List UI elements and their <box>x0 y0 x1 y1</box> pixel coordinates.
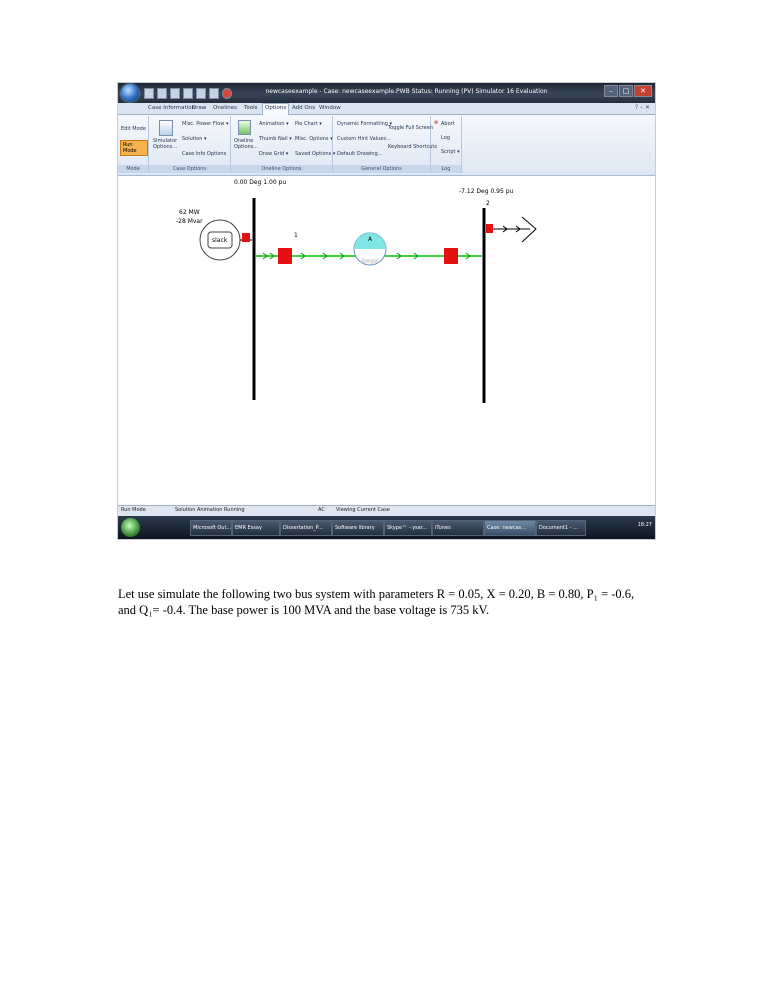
group-label: General Options <box>333 165 430 173</box>
taskbar-item[interactable]: iTunes <box>432 520 484 536</box>
line-breaker-2 <box>444 248 458 264</box>
simulator-screenshot <box>118 83 655 539</box>
maximize-button[interactable]: □ <box>619 85 633 97</box>
tab-options[interactable]: Options <box>262 103 289 115</box>
bus-2-label: -7.12 Deg 0.95 pu <box>459 188 514 195</box>
group-general-options <box>333 116 437 173</box>
ammeter-units: Amps <box>361 258 378 265</box>
tab-tools[interactable]: Tools <box>244 105 258 111</box>
status-mode: Run Mode <box>121 507 146 513</box>
bus-1-number: 1 <box>294 232 298 239</box>
group-oneline-options <box>231 116 336 173</box>
ribbon-tabs <box>118 103 655 115</box>
animation-menu[interactable]: Animation ▾ <box>259 121 289 127</box>
misc-power-flow-menu[interactable]: Misc. Power Flow ▾ <box>182 121 229 127</box>
help-controls[interactable]: ? – ✕ <box>634 104 650 111</box>
generator-breaker <box>242 233 250 242</box>
run-mode-button[interactable]: Run Mode <box>120 140 148 156</box>
bus-2-number: 2 <box>486 200 490 207</box>
group-label: Log <box>431 165 461 173</box>
saved-options-menu[interactable]: Saved Options ▾ <box>295 151 336 157</box>
tab-add-ons[interactable]: Add Ons <box>292 105 316 111</box>
log-button[interactable]: Log <box>441 135 450 141</box>
status-animation: Solution Animation Running <box>175 507 245 513</box>
tab-case-information[interactable]: Case Information <box>148 105 196 111</box>
pie-chart-menu[interactable]: Pie Chart ▾ <box>295 121 322 127</box>
minimize-button[interactable]: – <box>604 85 618 97</box>
new-icon[interactable] <box>209 88 219 99</box>
taskbar-item[interactable]: Software library <box>332 520 384 536</box>
title-bar <box>118 83 655 103</box>
simulator-options-icon[interactable] <box>159 120 173 136</box>
ammeter-label: A <box>368 236 373 243</box>
tab-window[interactable]: Window <box>319 105 341 111</box>
dynamic-formatting-menu[interactable]: Dynamic Formatting ▾ <box>337 121 393 127</box>
window-title: newcaseexample - Case: newcaseexample.PWB Status: Running (PV) Simulator 16 Evaluation <box>265 88 548 95</box>
status-viewing: Viewing Current Case <box>336 507 390 513</box>
thumb-nail-menu[interactable]: Thumb Nail ▾ <box>259 136 292 142</box>
window-controls <box>604 85 652 97</box>
stop-icon[interactable] <box>222 88 232 99</box>
print-icon[interactable] <box>183 88 193 99</box>
misc-options-menu[interactable]: Misc. Options ▾ <box>295 136 333 142</box>
tab-draw[interactable]: Draw <box>192 105 207 111</box>
draw-grid-menu[interactable]: Draw Grid ▾ <box>259 151 289 157</box>
open-icon[interactable] <box>196 88 206 99</box>
group-label: Case Options <box>149 165 230 173</box>
windows-taskbar <box>118 516 655 539</box>
custom-hint-values-button[interactable]: Custom Hint Values... <box>337 136 391 142</box>
script-menu[interactable]: Script ▾ <box>441 149 460 155</box>
tab-onelines[interactable]: Onelines <box>213 105 237 111</box>
redo-icon[interactable] <box>170 88 180 99</box>
simulator-options-button[interactable]: Simulator Options... <box>153 138 178 150</box>
save-icon[interactable] <box>144 88 154 99</box>
taskbar-item-active[interactable]: Case: newcas... <box>484 520 536 536</box>
group-mode <box>118 116 149 173</box>
oneline-canvas[interactable] <box>118 176 655 502</box>
taskbar-item[interactable]: Document1 - ... <box>536 520 586 536</box>
bus-1-label: 0.00 Deg 1.00 pu <box>234 179 287 186</box>
undo-icon[interactable] <box>157 88 167 99</box>
taskbar-item[interactable]: EMR Essay <box>232 520 280 536</box>
oneline-options-button[interactable]: Oneline Options... <box>234 138 259 150</box>
group-label: Mode <box>118 165 148 173</box>
close-button[interactable]: ✕ <box>634 85 652 97</box>
slack-label: slack <box>212 237 228 244</box>
taskbar-item[interactable]: Dissertation_P... <box>280 520 332 536</box>
load-breaker <box>486 224 493 233</box>
case-info-options-button[interactable]: Case Info Options <box>182 151 227 157</box>
taskbar-item[interactable]: Microsoft Out... <box>190 520 232 536</box>
status-bar <box>118 505 655 516</box>
line-breaker-1 <box>278 248 292 264</box>
start-button[interactable] <box>121 518 140 537</box>
group-log <box>431 116 462 173</box>
quick-access-toolbar <box>144 88 232 99</box>
keyboard-shortcuts-button[interactable]: Keyboard Shortcuts <box>388 144 437 150</box>
edit-mode-button[interactable]: Edit Mode <box>121 126 146 132</box>
oneline-options-icon[interactable] <box>238 120 251 135</box>
abort-button[interactable]: Abort <box>441 121 455 127</box>
default-drawing-button[interactable]: Default Drawing... <box>337 151 383 157</box>
ribbon <box>118 115 655 176</box>
taskbar-item[interactable]: Skype™ - ysar... <box>384 520 432 536</box>
generator-mw: 62 MW <box>179 209 200 216</box>
solution-menu[interactable]: Solution ▾ <box>182 136 207 142</box>
generator-mvar: -28 Mvar <box>176 218 203 225</box>
abort-icon: ⊗ <box>434 120 439 126</box>
app-menu-orb-icon[interactable] <box>121 84 139 102</box>
group-case-options <box>149 116 231 173</box>
status-ac: AC <box>318 507 325 513</box>
toggle-full-screen-button[interactable]: Toggle Full Screen <box>388 125 433 131</box>
group-label: Oneline Options <box>231 165 332 173</box>
body-paragraph: Let use simulate the following two bus system with parameters R = 0.05, X = 0.20, B = 0.80, P₁ = -0.6, and Q₁= -0.4. The base power is 100 MVA and the base voltage is 735 kV. <box>118 586 635 617</box>
system-clock: 18:27 <box>637 522 652 528</box>
